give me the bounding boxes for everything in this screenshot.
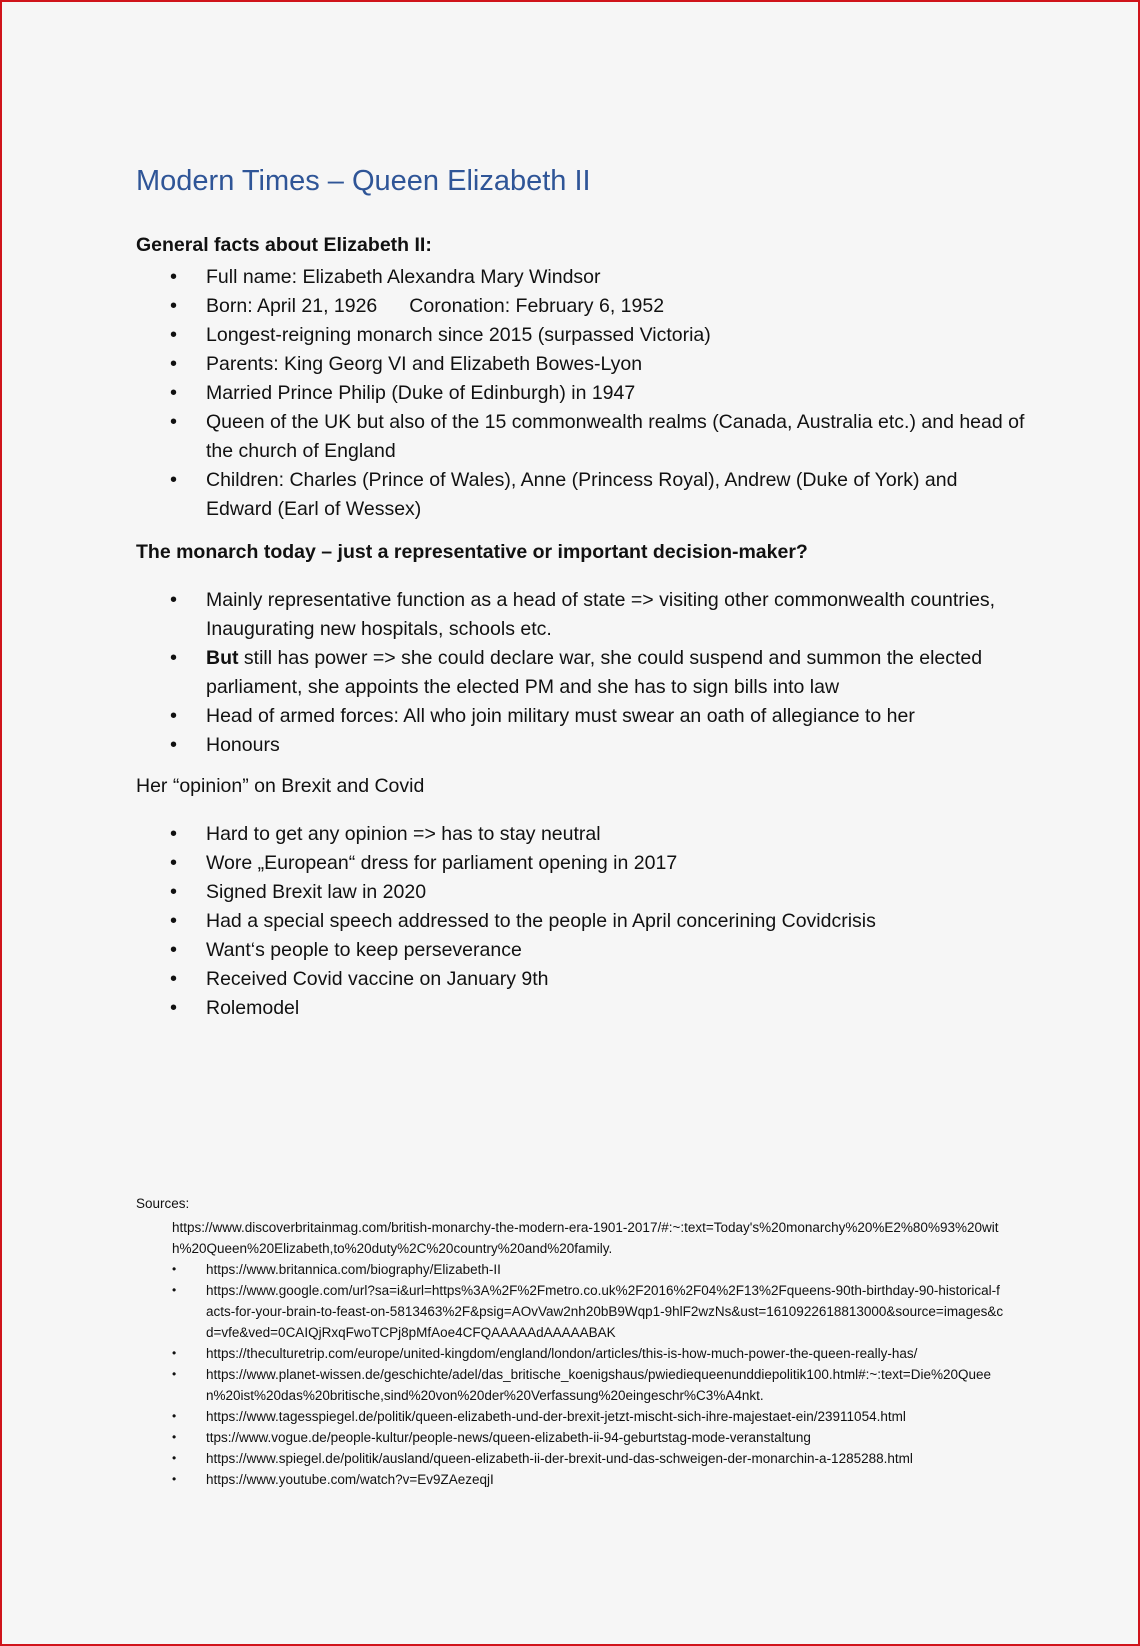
list-item — [136, 965, 1026, 994]
list-item — [136, 849, 1026, 878]
opinion-item: Had a special speech addressed to the people in April concerining Covidcrisis — [206, 910, 876, 932]
power-text: still has power => she could declare war, she could suspend and summon the elected parliament, she appoints the elected PM and she has to sign bills into law — [206, 647, 983, 698]
source-link: • https://theculturetrip.com/europe/united-kingdom/england/london/articles/this-is-how-much-power-the-queen-really-has/ — [136, 1343, 1006, 1364]
list-item — [136, 644, 1026, 702]
opinion-item: Want‘s people to keep perseverance — [206, 939, 522, 961]
list-item — [136, 350, 1026, 379]
source-link: • https://www.britannica.com/biography/Elizabeth-II — [136, 1259, 1006, 1280]
source-link: • https://www.tagesspiegel.de/politik/queen-elizabeth-und-der-brexit-jetzt-mischt-sich-ihre-majestaet-ein/23911054.html — [136, 1406, 1006, 1427]
coronation-text: Coronation: February 6, 1952 — [409, 295, 665, 317]
representative-text: Mainly representative function as a head of state => visiting other commonwealth countries, Inaugurating new hospitals, schools etc. — [206, 589, 996, 640]
general-facts-list — [136, 263, 1026, 524]
list-item — [136, 936, 1026, 965]
page-title: Modern Times – Queen Elizabeth II — [136, 165, 591, 197]
married-text: Married Prince Philip (Duke of Edinburgh) in 1947 — [206, 382, 636, 404]
source-link: • ttps://www.vogue.de/people-kultur/people-news/queen-elizabeth-ii-94-geburtstag-mode-veranstaltung — [136, 1427, 1006, 1448]
opinion-list — [136, 820, 1026, 1023]
born-text: Born: April 21, 1926 — [206, 295, 378, 317]
source-link: • https://www.youtube.com/watch?v=Ev9ZAezeqjI — [136, 1469, 1006, 1490]
longest-reign-text: Longest-reigning monarch since 2015 (surpassed Victoria) — [206, 324, 711, 346]
list-item — [136, 994, 1026, 1023]
list-item — [136, 321, 1026, 350]
list-item — [136, 907, 1026, 936]
opinion-item: Rolemodel — [206, 997, 300, 1019]
opinion-item: Signed Brexit law in 2020 — [206, 881, 427, 903]
list-item — [136, 263, 1026, 292]
opinion-heading: Her “opinion” on Brexit and Covid — [136, 775, 425, 797]
general-facts-heading: General facts about Elizabeth II: — [136, 234, 432, 256]
but-bold-text: But — [206, 647, 239, 669]
sources-label: Sources: — [136, 1196, 190, 1211]
list-item — [136, 379, 1026, 408]
source-link: • https://www.spiegel.de/politik/ausland/queen-elizabeth-ii-der-brexit-und-das-schweigen-der-monarchin-a-1285288.html — [136, 1448, 1006, 1469]
children-text: Children: Charles (Prince of Wales), Anne (Princess Royal), Andrew (Duke of York) and Edward (Earl of Wessex) — [206, 469, 958, 520]
list-item — [136, 292, 1026, 321]
queen-of-text: Queen of the UK but also of the 15 commonwealth realms (Canada, Australia etc.) and head of the church of England — [206, 411, 1025, 462]
honours-text: Honours — [206, 734, 280, 756]
list-item — [136, 731, 1026, 760]
list-item — [136, 408, 1026, 466]
list-item — [136, 702, 1026, 731]
monarch-today-heading: The monarch today – just a representative or important decision-maker? — [136, 541, 808, 563]
source-link: https://www.discoverbritainmag.com/british-monarchy-the-modern-era-1901-2017/#:~:text=Today's%20monarchy%20%E2%80%93%20with%20Queen%20Elizabeth,to%20duty%2C%20country%20and%20family. — [172, 1220, 999, 1256]
opinion-item: Hard to get any opinion => has to stay neutral — [206, 823, 601, 845]
opinion-item: Wore „European“ dress for parliament opening in 2017 — [206, 852, 678, 874]
list-item — [136, 466, 1026, 524]
list-item — [136, 820, 1026, 849]
parents-text: Parents: King Georg VI and Elizabeth Bowes-Lyon — [206, 353, 643, 375]
source-link: • https://www.google.com/url?sa=i&url=https%3A%2F%2Fmetro.co.uk%2F2016%2F04%2F13%2Fqueens-90th-birthday-90-historical-facts-for-your-brain-to-feast-on-5813463%2F&psig=AOvVaw2nh20bB9Wqp1-9hlF2wzNs&ust=1610922618813000&source=images&cd=vfe&ved=0CAIQjRxqFwoTCPj8pMfAoe4CFQAAAAAdAAAAABAK — [136, 1280, 1006, 1343]
sources-list — [136, 1259, 1006, 1490]
monarch-today-list — [136, 586, 1026, 760]
armed-forces-text: Head of armed forces: All who join military must swear an oath of allegiance to her — [206, 705, 915, 727]
full-name-text: Full name: Elizabeth Alexandra Mary Windsor — [206, 266, 601, 288]
opinion-item: Received Covid vaccine on January 9th — [206, 968, 549, 990]
list-item — [136, 878, 1026, 907]
list-item — [136, 586, 1026, 644]
source-link: • https://www.planet-wissen.de/geschichte/adel/das_britische_koenigshaus/pwiediequeenunddiepolitik100.html#:~:text=Die%20Queen%20ist%20das%20britische,sind%20von%20der%20Verfassung%20eingeschr%C3%A4nkt. — [136, 1364, 1006, 1406]
